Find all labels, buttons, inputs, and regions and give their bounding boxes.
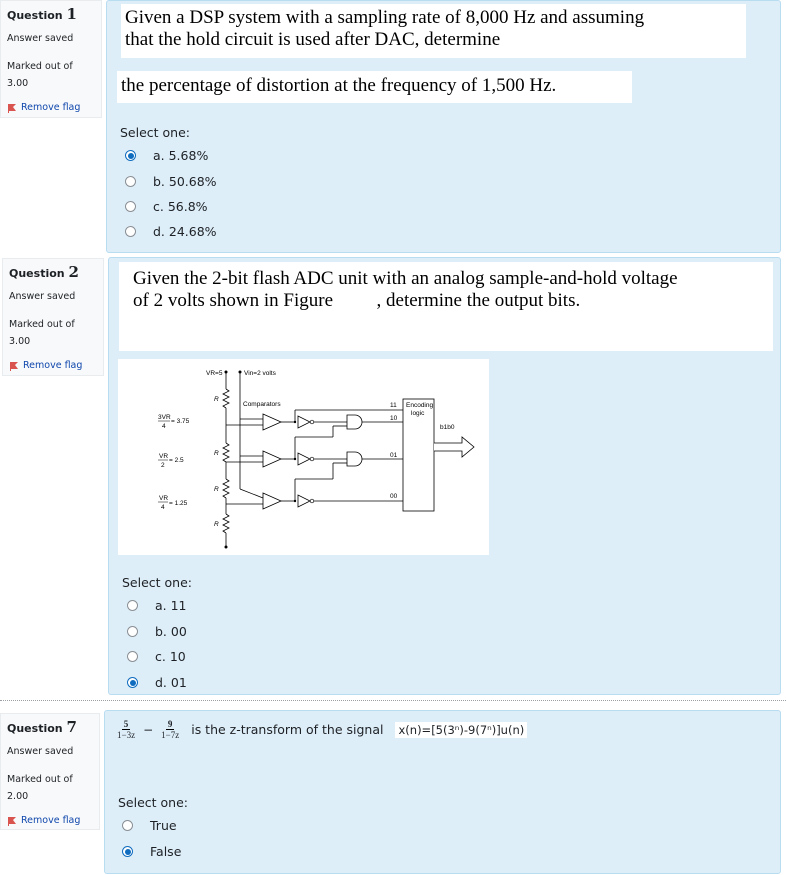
r-label-4: R xyxy=(214,521,219,528)
q1-option-d[interactable] xyxy=(125,224,217,239)
and-gate-10 xyxy=(347,415,362,429)
q2-stem-line2a: of 2 volts shown in Figure xyxy=(133,290,334,311)
q7-frac2-num: 9 xyxy=(167,719,173,729)
q7-frac1-num: 5 xyxy=(123,719,129,729)
q7-option-false[interactable] xyxy=(122,844,181,859)
q1-option-c-label: c. 56.8% xyxy=(153,199,208,214)
q1-radio-c[interactable] xyxy=(125,201,136,212)
resistor-1 xyxy=(223,389,229,408)
q7-radio-true[interactable] xyxy=(122,820,133,831)
q1-remove-flag[interactable] xyxy=(7,102,95,113)
code-11: 11 xyxy=(390,402,397,409)
q2-stem-line2 xyxy=(133,290,759,312)
logic-label: logic xyxy=(411,410,425,417)
q2-radio-b[interactable] xyxy=(127,626,138,637)
flash-adc-diagram xyxy=(118,359,489,555)
buffer-2-bubble xyxy=(310,457,314,461)
ref-375-val: = 3.75 xyxy=(171,418,190,425)
flag-icon xyxy=(7,103,17,113)
q7-option-true[interactable] xyxy=(122,818,177,833)
q2-remove-flag[interactable] xyxy=(9,360,97,371)
q2-number-label: Question xyxy=(9,267,65,280)
buffer-1 xyxy=(298,416,310,428)
q2-radio-d[interactable] xyxy=(127,677,138,688)
r-label-2: R xyxy=(214,450,219,457)
ref-125-den: 4 xyxy=(161,504,165,511)
q1-grade-value: 3.00 xyxy=(7,78,29,89)
output-label: b1b0 xyxy=(440,424,455,431)
q2-stem xyxy=(119,262,773,351)
q7-grade-value: 2.00 xyxy=(7,791,29,802)
and-gate-01 xyxy=(347,452,362,466)
q7-remove-flag-label: Remove flag xyxy=(21,815,81,826)
code-10: 10 xyxy=(390,415,398,422)
q2-select-label: Select one: xyxy=(122,575,193,590)
q7-frac2 xyxy=(159,719,181,740)
q1-select-label: Select one: xyxy=(120,125,191,140)
q1-radio-b[interactable] xyxy=(125,176,136,187)
q1-option-c[interactable] xyxy=(125,199,208,214)
q1-option-a-label: a. 5.68% xyxy=(153,148,209,163)
q2-figure xyxy=(118,359,489,555)
q2-option-d[interactable] xyxy=(127,675,187,690)
q7-signal: x(n)=[5(3ⁿ)-9(7ⁿ)]u(n) xyxy=(395,722,527,738)
q1-grade-label: Marked out of xyxy=(7,61,73,72)
buffer-3 xyxy=(298,495,310,507)
q1-number-value: 1 xyxy=(66,5,77,23)
output-arrow xyxy=(434,437,474,457)
flag-icon xyxy=(9,361,19,371)
code-01: 01 xyxy=(390,452,398,459)
q2-stem-line1: Given the 2-bit flash ADC unit with an analog sample-and-hold voltage xyxy=(133,268,678,289)
vin-label: Vin=2 volts xyxy=(244,370,276,377)
q1-stem-line2: that the hold circuit is used after DAC, determine xyxy=(125,29,501,50)
separator xyxy=(0,700,786,701)
resistor-2 xyxy=(223,443,229,462)
q1-remove-flag-label: Remove flag xyxy=(21,102,81,113)
q7-option-true-label: True xyxy=(150,818,177,833)
q2-radio-c[interactable] xyxy=(127,651,138,662)
buffer-2 xyxy=(298,453,310,465)
q2-option-a[interactable] xyxy=(127,598,187,613)
q7-radio-false[interactable] xyxy=(122,846,133,857)
q2-radio-a[interactable] xyxy=(127,600,138,611)
ref-375-num: 3VR xyxy=(158,414,171,421)
q1-option-d-label: d. 24.68% xyxy=(153,224,217,239)
q1-number xyxy=(7,5,95,23)
q7-minus: − xyxy=(143,722,154,737)
q2-option-b[interactable] xyxy=(127,624,187,639)
q7-grade-label: Marked out of xyxy=(7,774,73,785)
buffer-1-bubble xyxy=(310,420,314,424)
comparator-2 xyxy=(263,451,281,467)
ref-25-num: VR xyxy=(159,453,169,460)
comparator-3 xyxy=(263,493,281,509)
q7-frac1-den: 1−3z xyxy=(117,730,136,740)
comparator-1 xyxy=(263,414,281,430)
q7-select-label: Select one: xyxy=(118,795,189,810)
q7-number xyxy=(7,718,93,736)
ref-375-den: 4 xyxy=(162,423,166,430)
q7-number-value: 7 xyxy=(66,718,77,736)
ref-125-num: VR xyxy=(159,495,169,502)
q7-number-label: Question xyxy=(7,722,63,735)
q2-stem-line2b: , determine the output bits. xyxy=(376,290,581,311)
q1-stem-line3: the percentage of distortion at the frequency of 1,500 Hz. xyxy=(121,75,557,96)
q1-stem-line1: Given a DSP system with a sampling rate of 8,000 Hz and assuming xyxy=(125,7,645,28)
q7-info xyxy=(0,713,100,830)
q2-option-c[interactable] xyxy=(127,649,186,664)
comp3-vin-wire xyxy=(240,489,263,498)
q2-number xyxy=(9,263,97,281)
q1-info xyxy=(0,0,102,118)
q1-stem-bottom xyxy=(117,71,632,103)
ref-25-den: 2 xyxy=(161,462,165,469)
q2-option-c-label: c. 10 xyxy=(155,649,186,664)
ref-125-val: = 1.25 xyxy=(169,500,188,507)
buffer-3-bubble xyxy=(310,499,314,503)
q2-option-d-label: d. 01 xyxy=(155,675,187,690)
vr-label: VR=5 xyxy=(206,370,223,377)
q1-number-label: Question xyxy=(7,9,63,22)
q1-stem-top xyxy=(121,4,746,58)
q2-state: Answer saved xyxy=(9,291,76,302)
r-label-1: R xyxy=(214,396,219,403)
q1-state: Answer saved xyxy=(7,33,74,44)
q7-option-false-label: False xyxy=(150,844,182,859)
q7-remove-flag[interactable] xyxy=(7,815,93,826)
q2-info xyxy=(2,258,104,376)
q2-remove-flag-label: Remove flag xyxy=(23,360,83,371)
encoding-label: Encoding xyxy=(406,402,434,409)
q2-option-b-label: b. 00 xyxy=(155,624,187,639)
resistor-4 xyxy=(223,514,229,533)
q7-content xyxy=(104,710,781,874)
q7-state: Answer saved xyxy=(7,746,74,757)
r-label-3: R xyxy=(214,486,219,493)
q7-stem-text: is the z-transform of the signal xyxy=(191,722,384,737)
q2-number-value: 2 xyxy=(68,263,79,281)
q2-content xyxy=(108,257,781,695)
comparators-label: Comparators xyxy=(243,401,281,408)
q1-option-b[interactable] xyxy=(125,174,217,189)
q1-option-a[interactable] xyxy=(125,148,208,163)
ground-node xyxy=(225,546,228,549)
ref-25-val: = 2.5 xyxy=(169,457,184,464)
code-00: 00 xyxy=(390,493,398,500)
flag-icon xyxy=(7,816,17,826)
q7-frac2-den: 1−7z xyxy=(161,730,180,740)
q2-grade-value: 3.00 xyxy=(9,336,31,347)
q1-radio-d[interactable] xyxy=(125,226,136,237)
q1-content xyxy=(106,0,781,253)
q1-option-b-label: b. 50.68% xyxy=(153,174,217,189)
resistor-3 xyxy=(223,479,229,498)
q2-option-a-label: a. 11 xyxy=(155,598,187,613)
q7-stem xyxy=(115,719,527,740)
q1-radio-a[interactable] xyxy=(125,150,136,161)
q7-frac1 xyxy=(115,719,137,740)
q2-grade-label: Marked out of xyxy=(9,319,75,330)
